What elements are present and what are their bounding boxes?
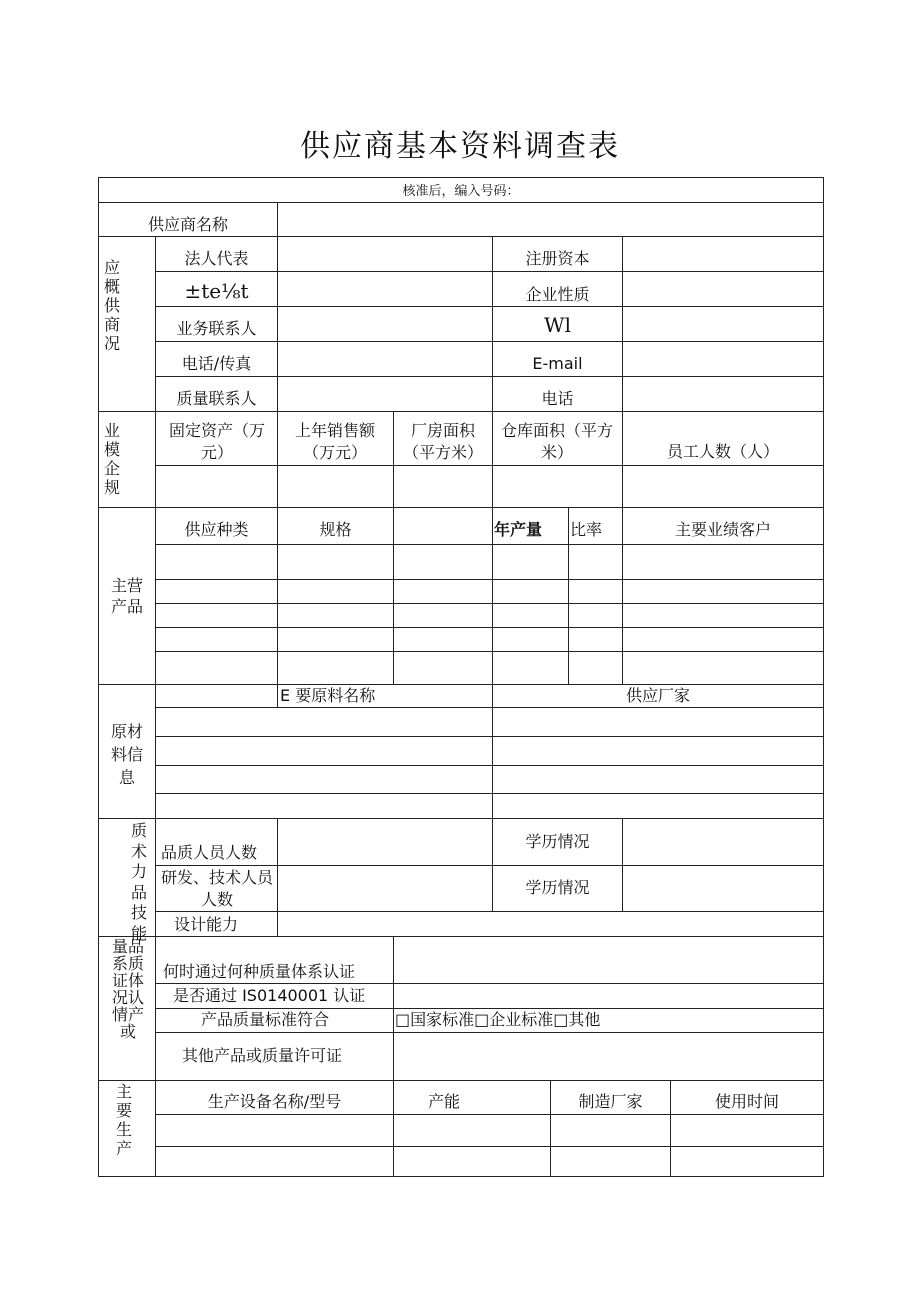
- row-divider: [155, 579, 823, 580]
- row-divider: [155, 465, 823, 466]
- design-capability-field[interactable]: [278, 912, 822, 936]
- email-label: E-mail: [532, 354, 583, 373]
- page-title: 供应商基本资料调查表: [300, 129, 620, 164]
- legal-rep-field[interactable]: [278, 237, 491, 271]
- row-divider: [155, 651, 823, 652]
- quality-contact-field[interactable]: [278, 377, 491, 411]
- usage-time-header: 使用时间: [714, 1092, 779, 1111]
- email-field[interactable]: [623, 342, 822, 376]
- col-divider: [568, 507, 569, 684]
- education-label-1: 学历情况: [525, 832, 590, 851]
- phone-label: 电话: [541, 389, 574, 408]
- row-divider: [155, 793, 823, 794]
- material-supplier-header: 供应厂家: [625, 686, 690, 705]
- material-name-header: E 要原料名称: [280, 686, 376, 705]
- when-which-cert-field[interactable]: [394, 937, 822, 983]
- ratio-header: 比率: [570, 520, 603, 539]
- other-license-label: 其他产品或质量许可证: [182, 1046, 343, 1065]
- when-which-cert-label: 何时通过何种质量体系认证: [163, 962, 356, 981]
- certification-section-label: 量品系质证体况认情产或: [111, 937, 144, 1041]
- row-divider: [99, 684, 823, 685]
- quality-standard-options[interactable]: □国家标准□企业标准□其他: [395, 1010, 601, 1029]
- iso14001-label: 是否通过 IS0140001 认证: [173, 986, 366, 1005]
- fixed-assets-header: 固定资产（万元）: [168, 421, 265, 462]
- rd-staff-label: 研发、技术人员人数: [160, 868, 273, 909]
- approval-note: 核准后，编入号码：: [402, 184, 520, 199]
- education-field-1[interactable]: [623, 819, 822, 865]
- education-label-2: 学历情况: [525, 878, 590, 897]
- phone-fax-label: 电话/传真: [181, 354, 252, 373]
- phone-fax-field[interactable]: [278, 342, 491, 376]
- manufacturer-header: 制造厂家: [578, 1092, 643, 1111]
- supply-type-header: 供应种类: [184, 520, 249, 539]
- other-license-field[interactable]: [394, 1033, 822, 1080]
- equipment-section-label: 主要生产: [115, 1082, 132, 1158]
- row-divider: [155, 736, 823, 737]
- garbled-label-2: Wl: [544, 313, 571, 337]
- iso14001-field[interactable]: [394, 984, 822, 1008]
- quality-staff-label: 品质人员人数: [161, 843, 258, 862]
- enterprise-nature-field[interactable]: [623, 272, 822, 306]
- row-divider: [155, 544, 823, 545]
- design-capability-label: 设计能力: [174, 915, 239, 934]
- garbled-field-2[interactable]: [623, 307, 822, 341]
- materials-section-label: 原材料信息: [110, 722, 143, 787]
- supplier-form-table: [98, 177, 824, 1177]
- technical-section-label: 质术力品技能: [130, 821, 147, 943]
- warehouse-area-header: 仓库面积（平方米）: [500, 421, 613, 462]
- phone-field[interactable]: [623, 377, 822, 411]
- business-contact-label: 业务联系人: [176, 319, 257, 338]
- row-divider: [155, 707, 823, 708]
- registered-capital-field[interactable]: [623, 237, 822, 271]
- equipment-name-header: 生产设备名称/型号: [207, 1092, 342, 1111]
- garbled-field-1[interactable]: [278, 272, 491, 306]
- overview-section-label: 应概供商况: [103, 258, 120, 353]
- quality-standard-label: 产品质量标准符合: [201, 1010, 330, 1029]
- legal-rep-label: 法人代表: [184, 249, 249, 268]
- col-divider: [277, 684, 278, 707]
- row-divider: [99, 1080, 823, 1081]
- col-divider: [393, 411, 394, 684]
- supplier-name-label: 供应商名称: [147, 215, 228, 234]
- products-section-label: 主营产品: [110, 576, 143, 616]
- employees-header: 员工人数（人）: [666, 442, 779, 461]
- quality-contact-label: 质量联系人: [176, 389, 257, 408]
- row-divider: [155, 1008, 823, 1009]
- garbled-label-1: ±te⅛t: [184, 279, 249, 303]
- specification-header: 规格: [319, 520, 352, 539]
- education-field-2[interactable]: [623, 866, 822, 911]
- row-divider: [99, 507, 823, 508]
- rd-staff-field[interactable]: [278, 866, 491, 911]
- col-divider: [155, 236, 156, 1176]
- registered-capital-label: 注册资本: [525, 249, 590, 268]
- main-customers-header: 主要业绩客户: [674, 520, 771, 539]
- supplier-name-field[interactable]: [278, 203, 822, 236]
- col-divider: [492, 411, 493, 684]
- factory-area-header: 厂房面积（平方米）: [402, 421, 483, 462]
- row-divider: [155, 1114, 823, 1115]
- annual-output-header: 年产量: [494, 520, 543, 539]
- enterprise-nature-label: 企业性质: [525, 285, 590, 304]
- row-divider: [155, 1146, 823, 1147]
- business-contact-field[interactable]: [278, 307, 491, 341]
- row-divider: [155, 627, 823, 628]
- row-divider: [99, 411, 823, 412]
- row-divider: [155, 603, 823, 604]
- row-divider: [155, 765, 823, 766]
- last-year-sales-header: 上年销售额（万元）: [294, 421, 375, 462]
- scale-section-label: 业模企规: [103, 421, 120, 497]
- quality-staff-field[interactable]: [278, 819, 491, 865]
- capacity-header: 产能: [427, 1092, 460, 1111]
